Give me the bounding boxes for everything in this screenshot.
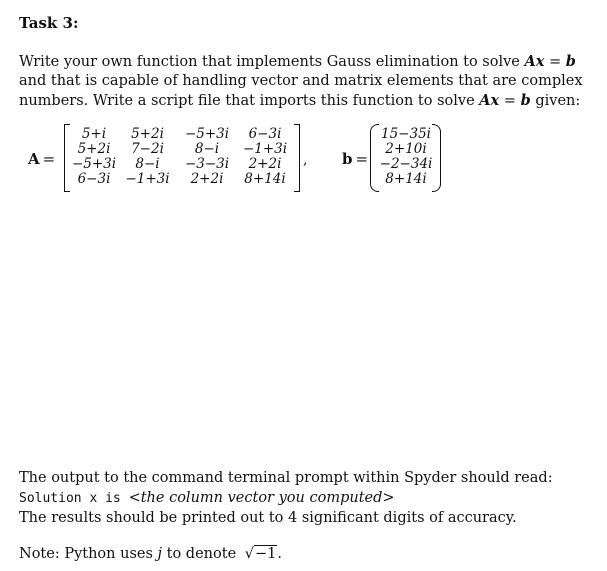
vector-b-lhs (342, 150, 368, 168)
vector-b-entry-1: 15−35i (381, 126, 431, 142)
intro-text-2: and that is capable of handling vector and matrix elements that are complex numbers. Write a script file that imports this function to solve (19, 73, 583, 109)
matrix-a-cell-r3-c1: −5+3i (71, 156, 117, 172)
task-description (19, 52, 589, 111)
note-prefix: Note: Python uses (19, 546, 158, 562)
eq-b-1: b (565, 53, 576, 70)
output-code-line (19, 490, 395, 506)
vector-b-entry-3: −2−34i (379, 156, 433, 172)
matrix-a-cell-r3-c4: 2+2i (248, 156, 282, 172)
eq-equals-2: = (499, 93, 521, 109)
vector-b (374, 127, 438, 187)
matrix-a-cell-r2-c3: 8−i (194, 141, 220, 157)
code-placeholder: <the column vector you computed> (128, 490, 395, 506)
matrix-a (69, 127, 292, 187)
eq-b-2: b (520, 92, 531, 109)
matrix-a-equals: = (42, 150, 56, 168)
matrix-a-cell-r4-c3: 2+2i (190, 171, 224, 187)
matrix-a-cell-r3-c2: 8−i (135, 156, 160, 172)
vector-b-label: b (342, 150, 353, 168)
code-prefix: Solution x is (19, 491, 129, 506)
output-instruction-line: The output to the command terminal prompt within Spyder should read: (19, 470, 553, 486)
matrix-a-cell-r4-c4: 8+14i (244, 171, 286, 187)
note-middle: to denote (162, 546, 241, 562)
note-j: j (157, 546, 163, 562)
eq-ax-2: Ax (479, 92, 500, 109)
sqrt-radicand: −1 (255, 546, 277, 562)
python-note (19, 545, 282, 562)
matrix-a-lhs (28, 150, 55, 168)
matrix-a-comma: , (303, 152, 308, 168)
precision-instruction: The results should be printed out to 4 significant digits of accuracy. (19, 510, 517, 526)
eq-ax-1: Ax (524, 53, 545, 70)
eq-equals-1: = (544, 54, 566, 70)
intro-text-1: Write your own function that implements Gauss elimination to solve (19, 54, 525, 70)
matrix-a-cell-r1-c2: 5+2i (131, 126, 164, 142)
matrix-a-cell-r3-c3: −3−3i (184, 156, 230, 172)
vector-b-right-paren (432, 124, 441, 192)
matrix-a-cell-r4-c2: −1+3i (125, 171, 170, 187)
matrix-a-right-bracket (294, 124, 300, 192)
note-suffix: . (277, 546, 282, 562)
matrix-a-cell-r4-c1: 6−3i (77, 171, 111, 187)
vector-b-entry-2: 2+10i (385, 141, 427, 157)
sqrt-expression (245, 545, 278, 562)
intro-text-3: given: (530, 93, 581, 109)
matrix-a-label: A (28, 150, 40, 168)
matrix-a-cell-r2-c1: 5+2i (77, 141, 111, 157)
matrix-a-cell-r1-c1: 5+i (81, 126, 107, 142)
sqrt-symbol: √ (244, 546, 255, 562)
task-heading: Task 3: (19, 14, 79, 32)
matrix-a-cell-r2-c4: −1+3i (242, 141, 288, 157)
matrix-a-cell-r2-c2: 7−2i (131, 141, 164, 157)
vector-b-entry-4: 8+14i (385, 171, 427, 187)
vector-b-equals: = (355, 150, 369, 168)
matrix-a-cell-r1-c3: −5+3i (184, 126, 230, 142)
matrix-a-cell-r1-c4: 6−3i (248, 126, 282, 142)
